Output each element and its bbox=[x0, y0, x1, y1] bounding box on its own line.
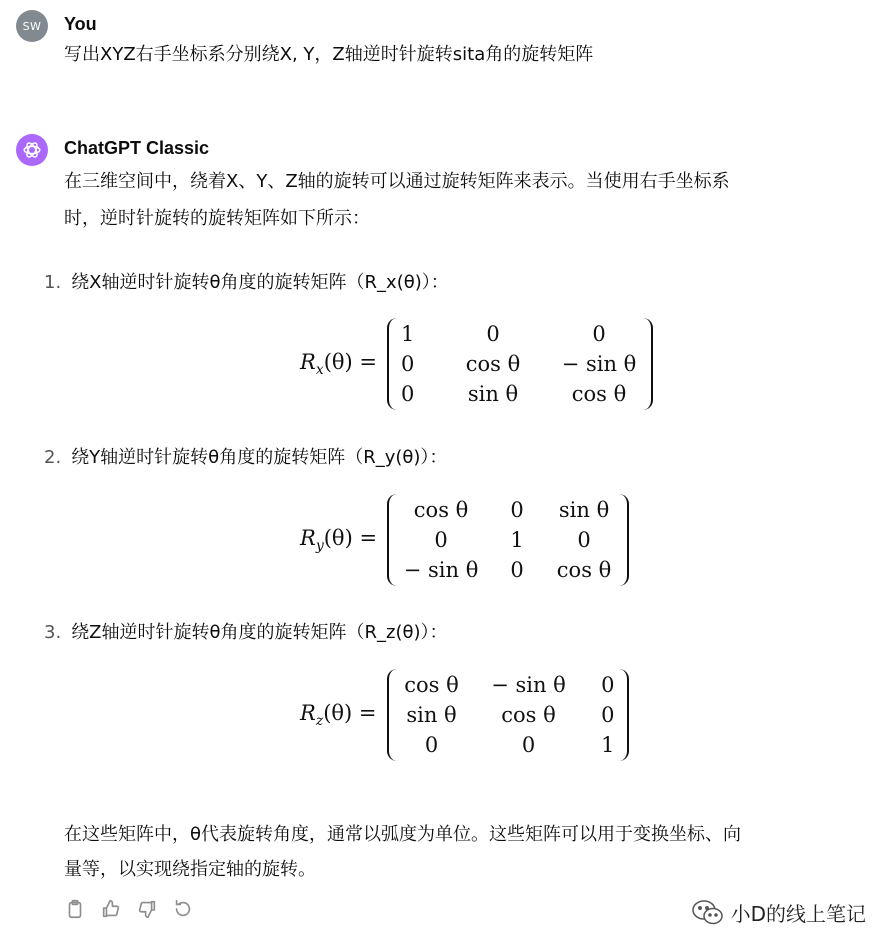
right-paren bbox=[619, 669, 629, 761]
matrix-cell: cos θ bbox=[465, 352, 521, 376]
watermark-text: 小D的线上笔记 bbox=[730, 902, 866, 926]
matrix-cell: cos θ bbox=[404, 673, 459, 697]
matrix-cell: 0 bbox=[601, 703, 615, 727]
matrix-cell: 0 bbox=[434, 528, 448, 552]
matrix-lhs: $R_x(\theta)$ = bbox=[300, 349, 378, 379]
list-item-text: 绕Z轴逆时针旋转θ角度的旋转矩阵（R_z(θ)）： bbox=[71, 622, 448, 643]
matrix-grid bbox=[397, 319, 643, 409]
thumbs-down-icon[interactable] bbox=[136, 898, 158, 920]
left-paren bbox=[387, 318, 397, 410]
matrix-cell: sin θ bbox=[467, 382, 519, 406]
right-paren bbox=[643, 318, 653, 410]
user-message bbox=[16, 10, 874, 80]
list-number: 1. bbox=[44, 272, 62, 293]
matrix-cell: 0 bbox=[577, 528, 591, 552]
assistant-outro-line1: 在这些矩阵中，θ代表旋转角度，通常以弧度为单位。这些矩阵可以用于变换坐标、向 bbox=[64, 824, 742, 845]
matrix-grid bbox=[397, 495, 619, 585]
openai-logo-icon bbox=[21, 139, 43, 161]
message-actions bbox=[64, 898, 194, 920]
list-item-2 bbox=[44, 445, 447, 471]
matrix-cell: − sin θ bbox=[561, 352, 637, 376]
matrix-cell: 1 bbox=[401, 322, 415, 346]
wechat-icon bbox=[691, 899, 725, 927]
matrix-cell: 0 bbox=[510, 498, 524, 522]
chatgpt-avatar bbox=[16, 134, 48, 166]
user-avatar-initials: SW bbox=[22, 19, 42, 33]
assistant-author-name: ChatGPT Classic bbox=[64, 138, 210, 158]
user-message-text: 写出XYZ右手坐标系分别绕X, Y，Z轴逆时针旋转sita角的旋转矩阵 bbox=[64, 44, 594, 65]
matrix-cell: − sin θ bbox=[403, 558, 479, 582]
left-paren bbox=[387, 494, 397, 586]
matrix-cell: 0 bbox=[592, 322, 606, 346]
matrix-cell: sin θ bbox=[406, 703, 457, 727]
watermark bbox=[691, 898, 866, 927]
user-author-name: You bbox=[64, 14, 97, 34]
user-avatar bbox=[16, 10, 48, 42]
rotation-matrix-z bbox=[300, 669, 629, 761]
matrix-cell: 0 bbox=[401, 352, 415, 376]
matrix-grid bbox=[397, 670, 619, 760]
matrix-cell: − sin θ bbox=[491, 673, 566, 697]
matrix-cell: 0 bbox=[601, 673, 615, 697]
matrix-cell: 0 bbox=[486, 322, 500, 346]
list-item-1 bbox=[44, 270, 449, 296]
matrix-cell: 0 bbox=[424, 733, 439, 757]
list-number: 3. bbox=[44, 622, 62, 643]
matrix-cell: cos θ bbox=[571, 382, 627, 406]
matrix-lhs: $R_z(\theta)$ = bbox=[300, 700, 377, 730]
list-item-text: 绕Y轴逆时针旋转θ角度的旋转矩阵（R_y(θ)）： bbox=[71, 447, 448, 468]
right-paren bbox=[619, 494, 629, 586]
matrix-cell: 0 bbox=[401, 382, 415, 406]
matrix-cell: 0 bbox=[521, 733, 536, 757]
assistant-intro-line2: 时，逆时针旋转的旋转矩阵如下所示： bbox=[64, 208, 370, 229]
matrix-cell: 1 bbox=[510, 528, 524, 552]
list-number: 2. bbox=[44, 447, 62, 468]
thumbs-up-icon[interactable] bbox=[100, 898, 122, 920]
rotation-matrix-x bbox=[300, 318, 653, 410]
matrix-cell: 0 bbox=[510, 558, 524, 582]
rotation-matrix-y bbox=[300, 494, 629, 586]
left-paren bbox=[387, 669, 397, 761]
matrix-cell: sin θ bbox=[558, 498, 610, 522]
clipboard-icon[interactable] bbox=[64, 898, 86, 920]
matrix-cell: cos θ bbox=[556, 558, 612, 582]
matrix-cell: cos θ bbox=[413, 498, 469, 522]
matrix-cell: 1 bbox=[601, 733, 615, 757]
regenerate-icon[interactable] bbox=[172, 898, 194, 920]
assistant-intro-line1: 在三维空间中，绕着X、Y、Z轴的旋转可以通过旋转矩阵来表示。当使用右手坐标系 bbox=[64, 171, 730, 192]
matrix-lhs: $R_y(\theta)$ = bbox=[300, 525, 378, 555]
matrix-cell: cos θ bbox=[501, 703, 556, 727]
assistant-outro-line2: 量等，以实现绕指定轴的旋转。 bbox=[64, 859, 316, 880]
list-item-text: 绕X轴逆时针旋转θ角度的旋转矩阵（R_x(θ)）： bbox=[71, 272, 449, 293]
list-item-3 bbox=[44, 620, 448, 646]
